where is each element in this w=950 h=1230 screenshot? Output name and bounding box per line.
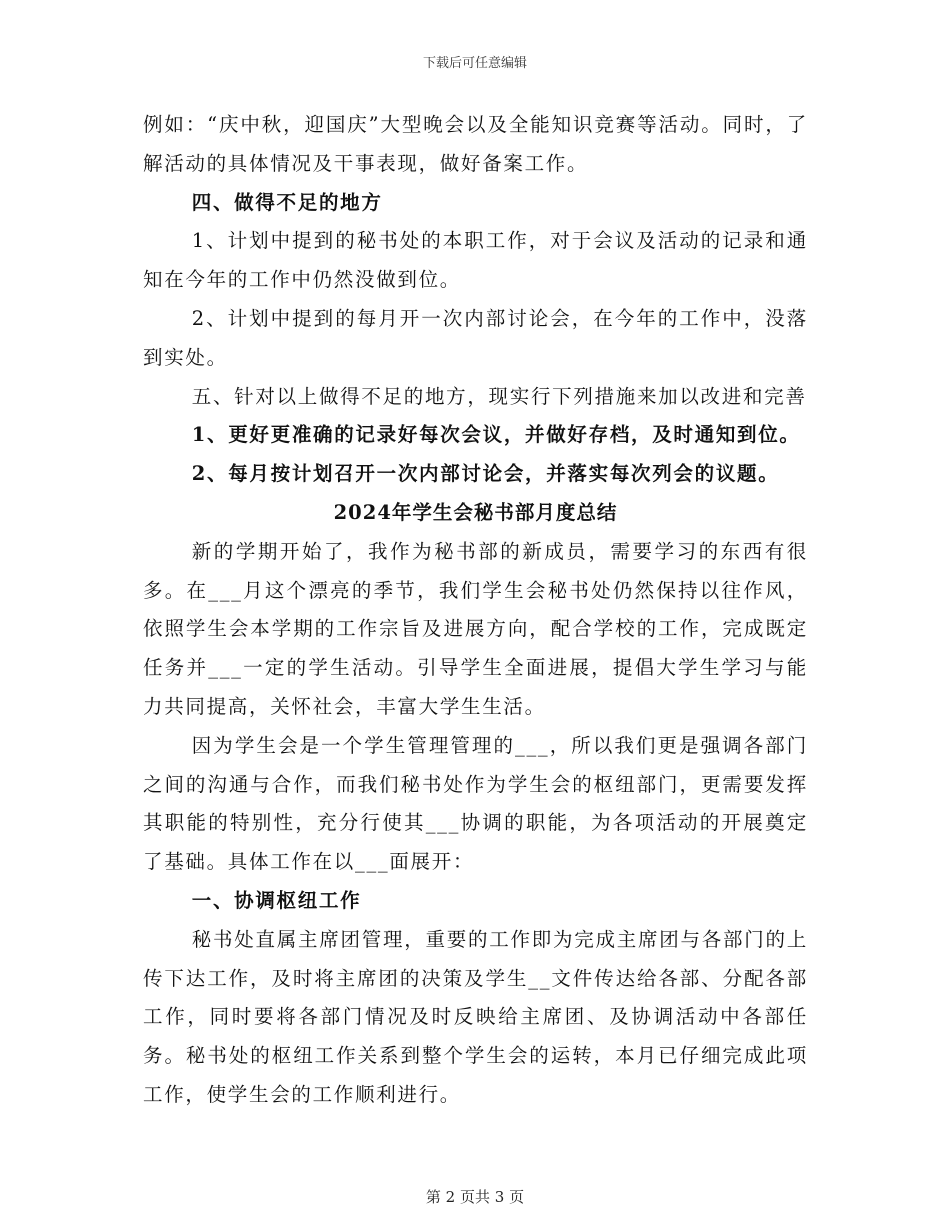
paragraph-intro: 新的学期开始了，我作为秘书部的新成员，需要学习的东西有很多。在___月这个漂亮的季节，我们学生会秘书处仍然保持以往作风，依照学生会本学期的工作宗旨及进展方向，配合学校的工作，完成既定任务并___一定的学生活动。引导学生全面进展，提倡大学生学习与能力共同提高，关怀社会，丰富大学生生活。 [143, 539, 808, 718]
section-heading-shortcomings: 四、做得不足的地方 [191, 190, 383, 214]
paragraph-shortcoming-2: 2、计划中提到的每月开一次内部讨论会，在今年的工作中，没落到实处。 [143, 306, 808, 369]
paragraph-coordination: 秘书处直属主席团管理，重要的工作即为完成主席团与各部门的上传下达工作，及时将主席团的决策及学生__文件传达给各部、分配各部工作，同时要将各部门情况及时反映给主席团、及协调活动中各部任务。秘书处的枢纽工作关系到整个学生会的运转，本月已仔细完成此项工作，使学生会的工作顺利进行。 [143, 927, 808, 1106]
page-footer: 第 2 页共 3 页 [425, 1188, 525, 1206]
paragraph-shortcoming-1: 1、计划中提到的秘书处的本职工作，对于会议及活动的记录和通知在今年的工作中仍然没做到位。 [143, 229, 808, 292]
paragraph-communication: 因为学生会是一个学生管理管理的___，所以我们更是强调各部门之间的沟通与合作，而我们秘书处作为学生会的枢纽部门，更需要发挥其职能的特别性，充分行使其___协调的职能，为各项活动的开展奠定了基础。具体工作在以___面展开： [143, 733, 808, 874]
document-title: 2024年学生会秘书部月度总结 [333, 500, 618, 524]
section-heading-coordination: 一、协调枢纽工作 [191, 888, 362, 912]
paragraph-improvement-1: 1、更好更准确的记录好每次会议，并做好存档，及时通知到位。 [191, 423, 801, 447]
section-heading-improvements: 五、针对以上做得不足的地方，现实行下列措施来加以改进和完善 [191, 384, 807, 408]
document-body [143, 106, 808, 1115]
paragraph-improvement-2: 2、每月按计划召开一次内部讨论会，并落实每次列会的议题。 [191, 462, 780, 486]
paragraph-activities-continued: 例如：“庆中秋，迎国庆”大型晚会以及全能知识竞赛等活动。同时，了解活动的具体情况及干事表现，做好备案工作。 [143, 113, 808, 175]
page-header: 下载后可任意编辑 [422, 56, 527, 71]
